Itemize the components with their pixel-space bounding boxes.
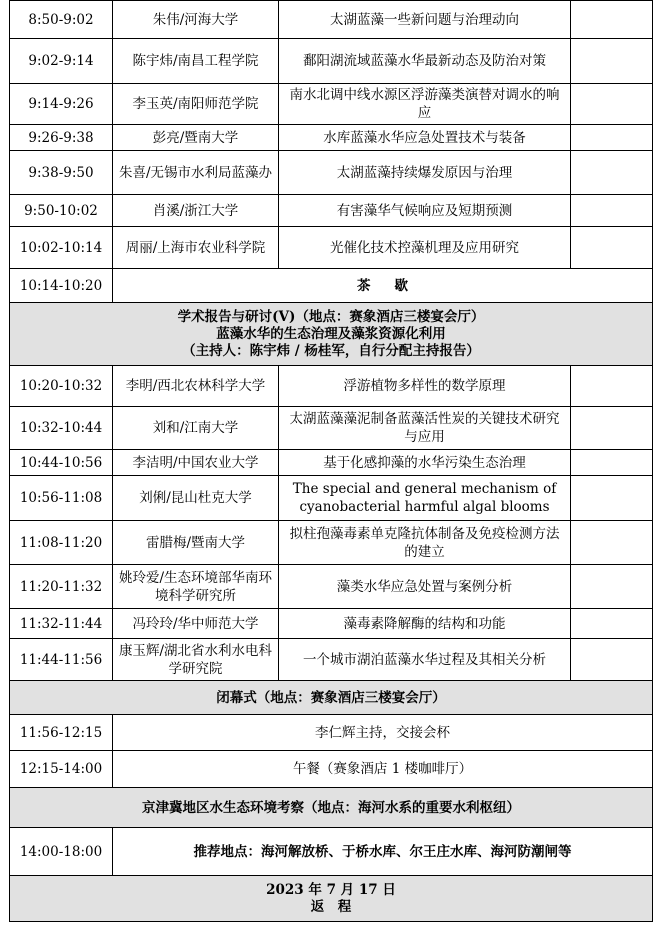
topic-cell: 水库蓝藻水华应急处置技术与装备: [279, 125, 571, 151]
return-cell: [10, 876, 653, 922]
speaker-cell: 冯玲玲/华中师范大学: [113, 609, 279, 639]
field-trip-header-row: [10, 788, 653, 828]
table-row: [10, 151, 653, 195]
table-row: [10, 366, 653, 407]
speaker-cell: 朱伟/河海大学: [113, 1, 279, 39]
table-row: [10, 39, 653, 84]
return-date: 2023 年 7 月 17 日: [266, 881, 396, 898]
table-row: [10, 125, 653, 151]
time-cell: 10:44-10:56: [10, 450, 113, 476]
topic-cell: The special and general mechanism of cyanobacterial harmful algal blooms: [279, 476, 571, 521]
topic-cell: 光催化技术控藻机理及应用研究: [279, 227, 571, 269]
speaker-cell: 肖溪/浙江大学: [113, 195, 279, 227]
table-row: [10, 521, 653, 565]
speaker-cell: 姚玲爱/生态环境部华南环境科学研究所: [113, 565, 279, 609]
topic-cell: 太湖蓝藻藻泥制备蓝藻活性炭的关键技术研究与应用: [279, 407, 571, 450]
speaker-cell: 陈宇炜/南昌工程学院: [113, 39, 279, 84]
blank-cell: [571, 125, 653, 151]
table-row: [10, 476, 653, 521]
table-row: [10, 227, 653, 269]
topic-cell: 一个城市湖泊蓝藻水华过程及其相关分析: [279, 639, 571, 681]
table-row: [10, 84, 653, 125]
blank-cell: [571, 366, 653, 407]
blank-cell: [571, 1, 653, 39]
time-cell: 10:56-11:08: [10, 476, 113, 521]
topic-cell: 有害藻华气候响应及短期预测: [279, 195, 571, 227]
tea-break-char: 茶: [357, 277, 371, 294]
time-cell: 9:26-9:38: [10, 125, 113, 151]
session-header-row: [10, 303, 653, 366]
tea-break-label: [113, 269, 653, 303]
blank-cell: [571, 151, 653, 195]
speaker-cell: 刘和/江南大学: [113, 407, 279, 450]
blank-cell: [571, 565, 653, 609]
topic-cell: 拟柱孢藻毒素单克隆抗体制备及免疫检测方法的建立: [279, 521, 571, 565]
topic-cell: 太湖蓝藻持续爆发原因与治理: [279, 151, 571, 195]
speaker-cell: 刘俐/昆山杜克大学: [113, 476, 279, 521]
time-cell: 10:02-10:14: [10, 227, 113, 269]
topic-cell: 南水北调中线水源区浮游藻类演替对调水的响应: [279, 84, 571, 125]
desc-cell: 午餐（赛象酒店 1 楼咖啡厅）: [113, 751, 653, 788]
table-row: [10, 639, 653, 681]
speaker-cell: 康玉辉/湖北省水利水电科学研究院: [113, 639, 279, 681]
table-row: [10, 751, 653, 788]
session-header: [10, 303, 653, 366]
tea-break-char: 歇: [394, 277, 408, 294]
time-cell: 9:14-9:26: [10, 84, 113, 125]
blank-cell: [571, 450, 653, 476]
time-cell: 10:14-10:20: [10, 269, 113, 303]
blank-cell: [571, 39, 653, 84]
closing-header-row: [10, 681, 653, 715]
tea-break-row: [10, 269, 653, 303]
table-row: [10, 450, 653, 476]
table-row: [10, 828, 653, 876]
time-cell: 11:44-11:56: [10, 639, 113, 681]
speaker-cell: 雷腊梅/暨南大学: [113, 521, 279, 565]
speaker-cell: 李洁明/中国农业大学: [113, 450, 279, 476]
time-cell: 9:50-10:02: [10, 195, 113, 227]
table-row: [10, 407, 653, 450]
desc-cell: 李仁辉主持，交接会杯: [113, 715, 653, 751]
closing-header: 闭幕式（地点：赛象酒店三楼宴会厅）: [10, 681, 653, 715]
time-cell: 10:20-10:32: [10, 366, 113, 407]
time-cell: 11:56-12:15: [10, 715, 113, 751]
field-trip-header: 京津冀地区水生态环境考察（地点：海河水系的重要水利枢纽）: [10, 788, 653, 828]
time-cell: 10:32-10:44: [10, 407, 113, 450]
blank-cell: [571, 476, 653, 521]
blank-cell: [571, 609, 653, 639]
table-row: [10, 715, 653, 751]
blank-cell: [571, 227, 653, 269]
time-cell: 14:00-18:00: [10, 828, 113, 876]
blank-cell: [571, 195, 653, 227]
time-cell: 8:50-9:02: [10, 1, 113, 39]
blank-cell: [571, 639, 653, 681]
time-cell: 9:02-9:14: [10, 39, 113, 84]
blank-cell: [571, 84, 653, 125]
time-cell: 11:20-11:32: [10, 565, 113, 609]
table-row: [10, 609, 653, 639]
topic-cell: 藻类水华应急处置与案例分析: [279, 565, 571, 609]
session-title: 学术报告与研讨(V)（地点：赛象酒店三楼宴会厅）: [177, 308, 485, 325]
speaker-cell: 李玉英/南阳师范学院: [113, 84, 279, 125]
blank-cell: [571, 407, 653, 450]
blank-cell: [571, 521, 653, 565]
session-chairs: （主持人：陈宇炜 / 杨桂军，自行分配主持报告）: [182, 342, 480, 359]
topic-cell: 基于化感抑藻的水华污染生态治理: [279, 450, 571, 476]
table-row: [10, 1, 653, 39]
speaker-cell: 李明/西北农林科学大学: [113, 366, 279, 407]
desc-cell: 推荐地点：海河解放桥、于桥水库、尔王庄水库、海河防潮闸等: [113, 828, 653, 876]
topic-cell: 鄱阳湖流域蓝藻水华最新动态及防治对策: [279, 39, 571, 84]
speaker-cell: 彭亮/暨南大学: [113, 125, 279, 151]
topic-cell: 浮游植物多样性的数学原理: [279, 366, 571, 407]
topic-cell: 太湖蓝藻一些新问题与治理动向: [279, 1, 571, 39]
time-cell: 9:38-9:50: [10, 151, 113, 195]
topic-cell: 藻毒素降解酶的结构和功能: [279, 609, 571, 639]
table-row: [10, 565, 653, 609]
return-row: [10, 876, 653, 922]
speaker-cell: 周丽/上海市农业科学院: [113, 227, 279, 269]
time-cell: 11:08-11:20: [10, 521, 113, 565]
return-label: 返 程: [310, 898, 352, 915]
schedule-table: [9, 0, 653, 922]
session-subtitle: 蓝藻水华的生态治理及藻浆资源化利用: [216, 325, 446, 342]
speaker-cell: 朱喜/无锡市水利局蓝藻办: [113, 151, 279, 195]
time-cell: 11:32-11:44: [10, 609, 113, 639]
table-row: [10, 195, 653, 227]
time-cell: 12:15-14:00: [10, 751, 113, 788]
